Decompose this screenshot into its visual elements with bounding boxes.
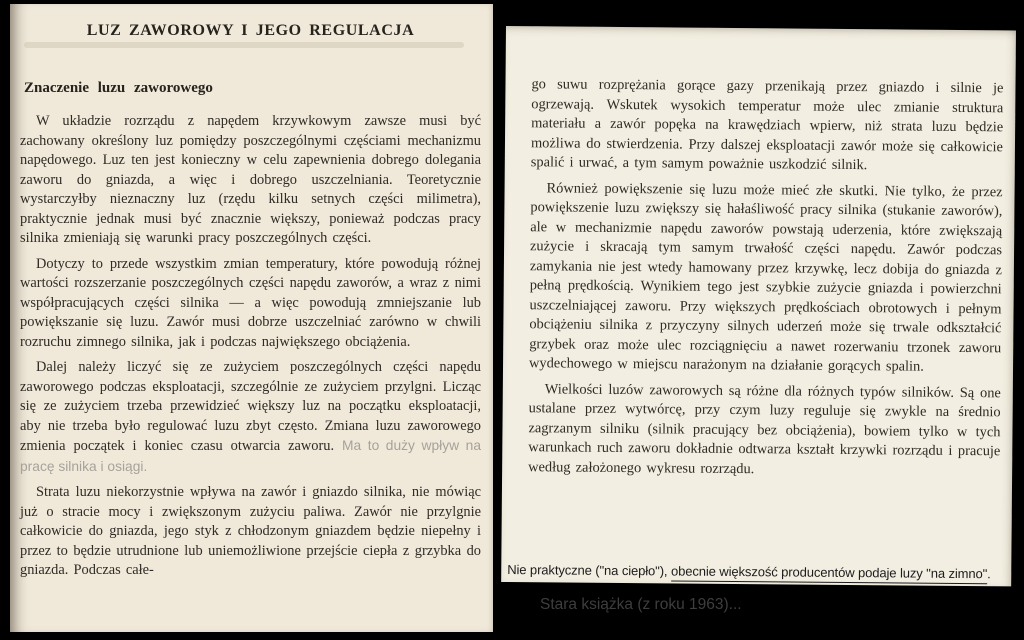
scan-artifact-band xyxy=(24,42,464,48)
annotation-underlined-text: obecnie większość producentów podaje luzy "na zimno" xyxy=(671,563,987,584)
section-heading: Znaczenie luzu zaworowego xyxy=(24,80,213,96)
annotation-prefix: Nie praktyczne ("na ciepło"), xyxy=(507,562,672,579)
left-paragraph-1: W układzie rozrządu z napędem krzywkowym zawsze musi być zachowany określony luz pomiędzy poszczególnymi częściami mechanizmu napędowego. Luz ten jest konieczny w celu zapewnienia dobrego dolegania zaworu do gniazda, a więc i dobrego uszczelniania. Teoretycznie wystarczyłby nieznaczny luz (rzędu kilku setnych części milimetra), praktycznie jednak musi być znacznie większy, ponieważ podczas pracy silnika zmieniają się warunki pracy poszczególnych części. xyxy=(20,113,481,246)
left-paragraph-3-text: Dalej należy liczyć się ze zużyciem poszczególnych części napędu zaworowego podczas eksploatacji, szczególnie ze zużyciem przylgni. Licząc się ze zużyciem trzeba przewidzieć większy luz na początku eksploatacji, aby nie trzeba było regulować luzu zbyt często. Zmiana luzu zaworowego zmienia początek i koniec czasu otwarcia zaworu. xyxy=(20,359,481,454)
annotation-suffix: . xyxy=(987,566,991,582)
left-paragraph-3 xyxy=(20,358,481,477)
page-title: LUZ ZAWOROWY I JEGO REGULACJA xyxy=(86,22,415,39)
digital-annotation-bottom xyxy=(507,562,1009,581)
right-book-page xyxy=(501,26,1016,586)
digital-annotation-inline: Ma to duży wpływ na pracę silnika i osiągi. xyxy=(20,438,481,474)
left-paragraph-4: Strata luzu niekorzystnie wpływa na zawór i gniazdo silnika, nie mówiąc już o stracie mocy i zwiększonym zużyciu paliwa. Zawór nie przylgnie całkowicie do gniazda, jego styk z chłodzonym gniazdem będzie niepełny i przez to będzie utrudnione lub uniemożliwione przejście ciepła z grzybka do gniazda. Podczas całe- xyxy=(20,484,481,578)
right-paragraph-2: Również powiększenie się luzu może mieć złe skutki. Nie tylko, że przez powiększenie luzu zwiększy się hałaśliwość pracy silnika (stukanie zaworów), ale w mechanizmie napędu zaworów powstają uderzenia, które zwiększają zużycie i skracają tym samym trwałość części napędu. Zawór podczas zamykania nie jest wtedy hamowany przez krzywkę, lecz dobija do gniazda z pełną prędkością. Wynikiem tego jest szybkie zużycie gniazda i powierzchni uszczelniającej zaworu. Przy większych prędkościach obrotowych i pełnym obciążeniu silnika z przyczyny silnych uderzeń może się trwale odkształcić grzybek oraz może ulec rozciągnięciu a nawet rozerwaniu trzonek zaworu wydechowego w miejscu narażonym na działanie gorących spalin. xyxy=(528,179,1003,375)
right-paragraph-1: go suwu rozprężania gorące gazy przenikają przez gniazdo i silnie je ogrzewają. Wskutek wysokich temperatur może ulec zmianie struktura materiału a zawór popęka na krawędziach wpierw, niż strata luzu będzie możliwa do stwierdzenia. Przy dalszej eksploatacji zawór może się całkowicie spalić i urwać, a tym samym poważnie uszkodzić silnik. xyxy=(530,76,1004,174)
left-book-page xyxy=(10,4,493,632)
left-paragraph-2: Dotyczy to przede wszystkim zmian temperatury, które powodują różnej wartości rozszerzanie poszczególnych części napędu zaworów, a wraz z nimi współpracujących części silnika — a więc powodują zmniejszanie lub powiększanie się luzu. Zawór musi dobrze uszczelniać zarówno w chwili rozruchu zimnego silnika, jak i podczas największego obciążenia. xyxy=(20,255,481,350)
right-paragraph-3: Wielkości luzów zaworowych są różne dla różnych typów silników. Są one ustalane przez wytwórcę, przy czym luzy reguluje się zwykle na średnio zagrzanym silniku (silnik pracujący bez obciążenia), bowiem tylko w tych warunkach ruch zaworu dokładnie odtwarza kształt krzywki rozrządu i pracuje według założonego wykresu rozrządu. xyxy=(528,380,1001,477)
photo-caption: Stara książka (z roku 1963)... xyxy=(540,596,742,613)
